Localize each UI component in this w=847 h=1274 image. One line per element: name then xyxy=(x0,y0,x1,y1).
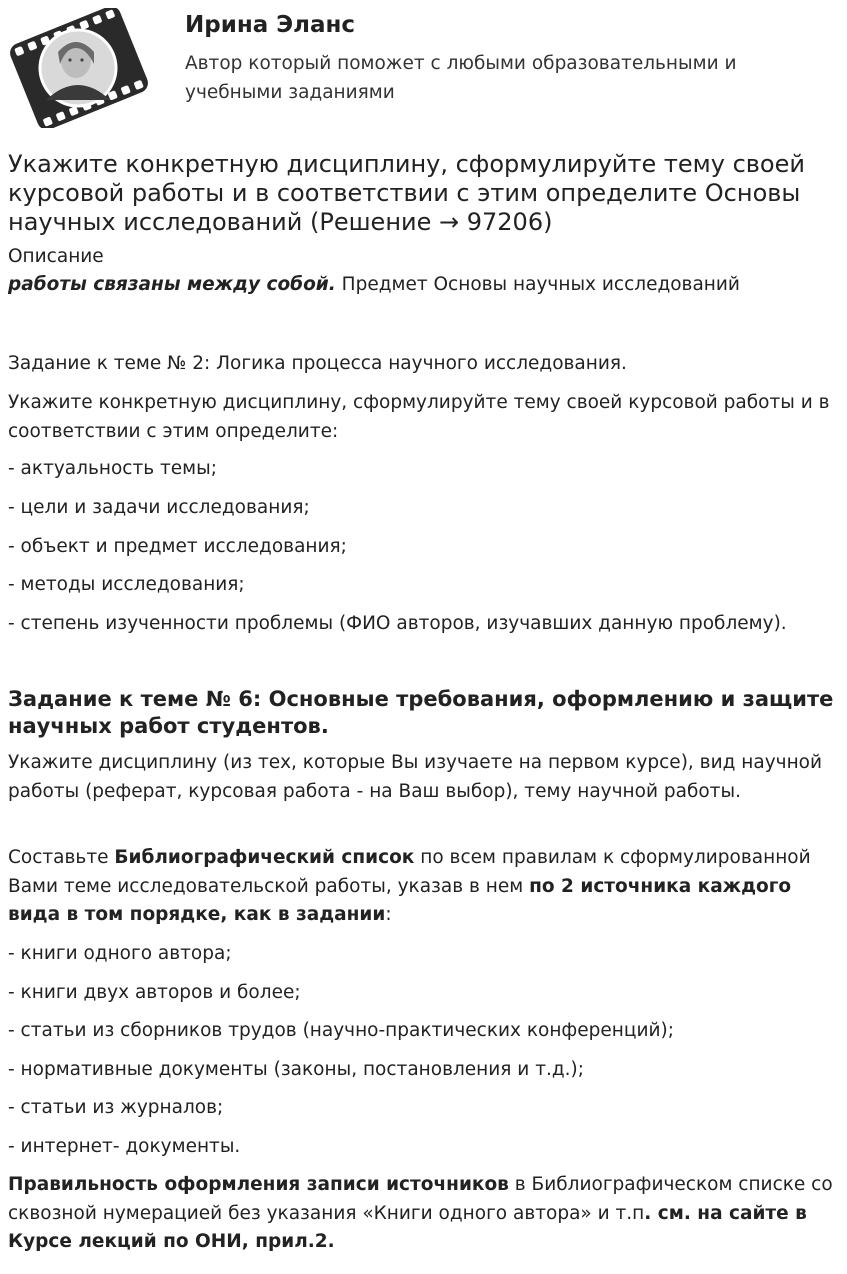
description-label: Описание xyxy=(8,246,104,267)
task6-item: - книги одного автора; xyxy=(8,943,232,964)
task6-item: - интернет- документы. xyxy=(8,1136,241,1157)
task2-item: - степень изученности проблемы (ФИО авторов, изучавших данную проблему). xyxy=(8,613,787,634)
task6-compose xyxy=(8,844,840,930)
compose-bold-1: Библиографический список xyxy=(114,847,415,868)
author-card xyxy=(0,0,847,140)
author-description: Автор который поможет с любыми образовательными и учебными заданиями xyxy=(185,53,737,103)
task6-item: - статьи из сборников трудов (научно-практических конференций); xyxy=(8,1020,674,1041)
task2-item: - актуальность темы; xyxy=(8,458,217,479)
task2-item: - методы исследования; xyxy=(8,574,245,595)
task2-item: - объект и предмет исследования; xyxy=(8,536,347,557)
compose-text-3: : xyxy=(385,904,392,925)
task6-item: - книги двух авторов и более; xyxy=(8,982,301,1003)
author-name[interactable]: Ирина Эланс xyxy=(185,12,356,38)
compose-bold-2: по 2 источника каждого вида в том порядке, как в задании xyxy=(8,875,792,925)
compose-text-1: Составьте xyxy=(8,847,115,868)
author-photo-film-frame-icon xyxy=(6,8,152,128)
compose-text-2: по всем правилам к сформулированной Вами теме исследовательской работы, указав в нем xyxy=(8,847,811,897)
description-text xyxy=(8,274,740,295)
footer-bold-1: Правильность оформления записи источников xyxy=(8,1174,509,1195)
description-rest: Предмет Основы научных исследований xyxy=(335,274,740,295)
author-avatar[interactable] xyxy=(6,8,152,128)
page-title: Укажите конкретную дисциплину, сформулируйте тему своей курсовой работы и в соответствии с этим определите Основы научных исследований (Решение → 97206) xyxy=(8,150,805,236)
task6-item: - нормативные документы (законы, постановления и т.д.); xyxy=(8,1059,584,1080)
footer-text-1: в Библиографическом списке со сквозной нумерацией без указания «Книги одного автора» и т.п xyxy=(8,1174,833,1224)
task2-heading: Задание к теме № 2: Логика процесса научного исследования. xyxy=(8,353,627,374)
footer-bold-2: . см. на сайте в Курсе лекций по ОНИ, прил.2. xyxy=(8,1202,807,1252)
task6-item: - статьи из журналов; xyxy=(8,1097,224,1118)
task6-heading: Задание к теме № 6: Основные требования, оформлению и защите научных работ студентов. xyxy=(8,687,834,738)
task6-intro: Укажите дисциплину (из тех, которые Вы изучаете на первом курсе), вид научной работы (реферат, курсовая работа - на Ваш выбор), тему научной работы. xyxy=(8,752,823,802)
task2-item: - цели и задачи исследования; xyxy=(8,497,310,518)
task6-footer xyxy=(8,1171,840,1257)
task2-intro: Укажите конкретную дисциплину, сформулируйте тему своей курсовой работы и в соответствии с этим определите: xyxy=(8,392,830,442)
description-bold: работы связаны между собой. xyxy=(8,274,336,295)
